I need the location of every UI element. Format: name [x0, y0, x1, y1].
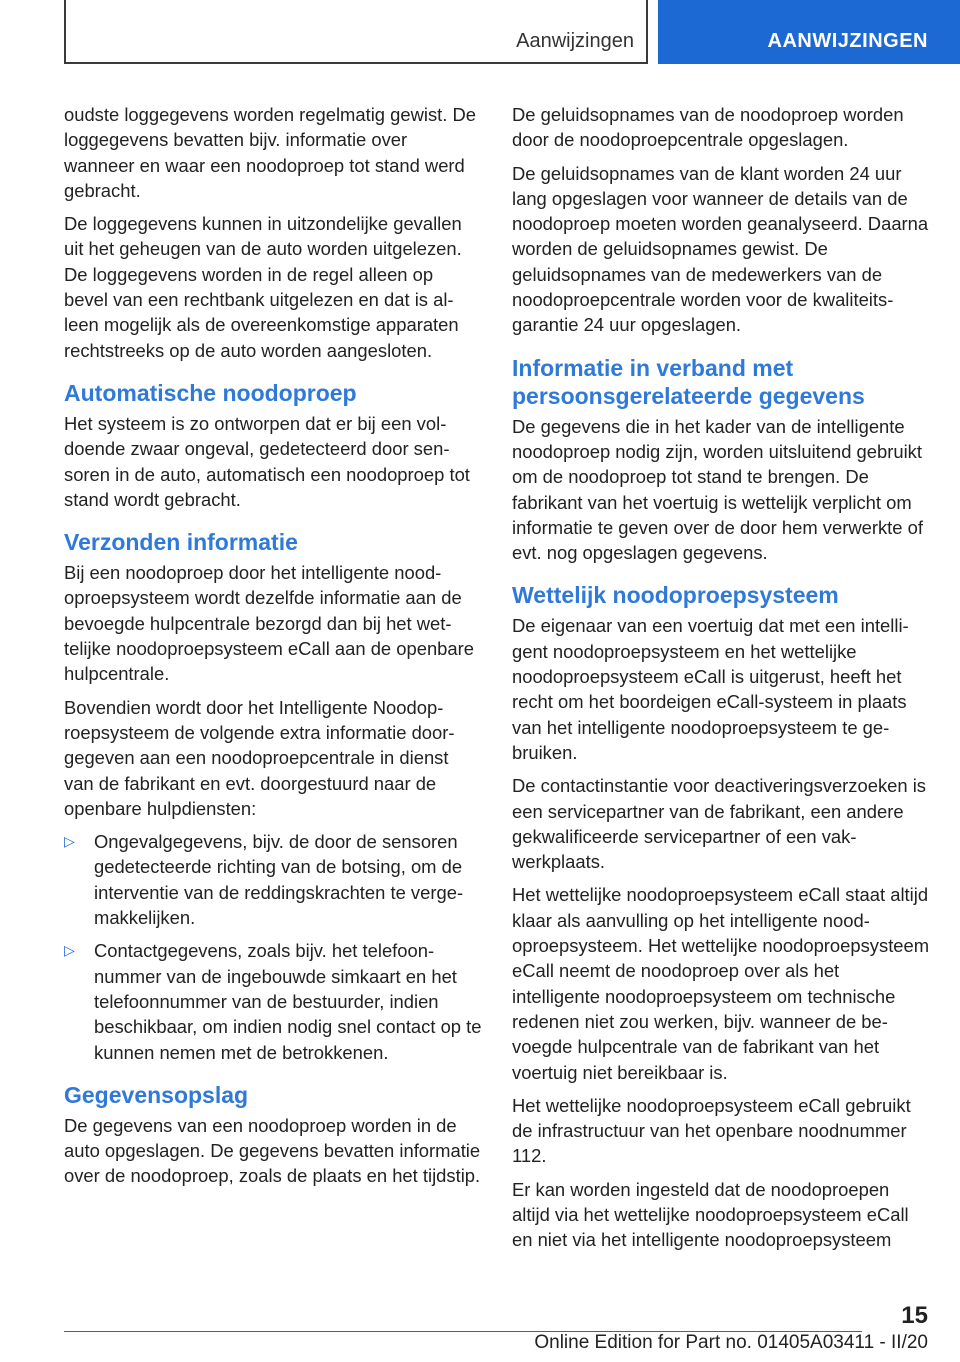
heading-gegevensopslag: Gegevensopslag [64, 1081, 249, 1108]
right-column [512, 102, 932, 1261]
heading-wettelijk-noodoproepsysteem: Wettelijk noodoproepsysteem [512, 582, 839, 609]
paragraph: De loggegevens kunnen in uitzondelijke gevallen uit het geheugen van de auto worden uitgelezen. De loggegevens worden in de regel alleen op bevel van een rechtbank uitgelezen en dat is alleen mogelijk als de overeenkomstige apparaten rechtstreeks op de auto worden aangesloten. [64, 213, 462, 361]
paragraph: oudste loggegevens worden regelmatig gewist. De loggegevens bevatten bijv. informatie over wanneer en waar een noodoproep tot stand werd gebracht. [64, 104, 476, 201]
list-item [64, 829, 482, 930]
header-chapter-label: AANWIJZINGEN [767, 30, 928, 52]
header-chapter-tab[interactable] [658, 0, 960, 64]
bullet-list [64, 829, 482, 1065]
triangle-right-icon: ▷ [64, 942, 75, 959]
paragraph: Het systeem is zo ontworpen dat er bij een voldoende zwaar ongeval, gedetecteerd door sensoren in de auto, automatisch een noodoproep tot stand wordt gebracht. [64, 412, 470, 510]
paragraph: De eigenaar van een voertuig dat met een intelligent noodoproepsysteem en het wettelijke noodoproepsysteem eCall is uitgerust, heeft het recht om het boordeigen eCall-systeem in plaats van het intelligente noodoproepsysteem te gebruiken. [512, 615, 909, 763]
list-item [64, 938, 482, 1064]
paragraph: De gegevens die in het kader van de intelligente noodoproep nodig zijn, worden uitsluitend gebruikt om de noodoproep tot stand te brengen. De fabrikant van het voertuig is wettelijk verplicht om informatie te geven over de door hem verwerkte of evt. nog opgeslagen gegevens. [512, 415, 923, 564]
paragraph: Het wettelijke noodoproepsysteem eCall gebruikt de infrastructuur van het openbare noodnummer 112. [512, 1094, 911, 1167]
heading-automatische-noodoproep: Automatische noodoproep [64, 379, 357, 406]
paragraph: Bovendien wordt door het Intelligente Noodoproepsysteem de volgende extra informatie doorgegeven aan een noodoproepcentrale in dienst van de fabrikant en evt. doorgestuurd naar de openbare hulpdiensten: [64, 696, 455, 819]
list-item-text: Contactgegevens, zoals bijv. het telefoonnummer van de ingebouwde simkaart en het telefoonnummer van de bestuurder, indien beschikbaar, om indien nodig snel contact op te kunnen nemen met de betrokkenen. [94, 940, 482, 1063]
footer-edition: Online Edition for Part no. 01405A03411 - II/20 [534, 1332, 928, 1353]
left-column [64, 102, 482, 1197]
paragraph: Het wettelijke noodoproepsysteem eCall staat altijd klaar als aanvulling op het intelligente noodoproepsysteem. Het wettelijke noodoproepsysteem eCall neemt de noodoproep over als het intelligente noodoproepsysteem om technische redenen niet zou werken, bijv. wanneer de bevoegde hulpcentrale van de fabrikant van het voertuig niet bereikbaar is. [512, 884, 930, 1083]
page-number: 15 [901, 1302, 928, 1329]
header-section-title: Aanwijzingen [516, 30, 634, 52]
heading-informatie-persoonsgegevens: Informatie in verband met persoonsgerelateerde gegevens [512, 354, 865, 409]
paragraph: Er kan worden ingesteld dat de noodoproepen altijd via het wettelijke noodoproepsysteem eCall en niet via het intelligente noodoproepsysteem [512, 1178, 909, 1251]
paragraph: De geluidsopnames van de klant worden 24 uur lang opgeslagen voor wanneer de details van de noodoproep moeten worden geanalyseerd. Daarna worden de geluidsopnames gewist. De geluidsopnames van de medewerkers van de noodoproepcentrale worden voor de kwaliteitsgarantie 24 uur opgeslagen. [512, 162, 929, 336]
triangle-right-icon: ▷ [64, 833, 75, 850]
paragraph: De geluidsopnames van de noodoproep worden door de noodoproepcentrale opgeslagen. [512, 104, 904, 151]
paragraph: Bij een noodoproep door het intelligente noodoproepsysteem wordt dezelfde informatie aan de bevoegde hulpcentrale bezorgd dan bij het wettelijke noodoproepsysteem eCall aan de openbare hulpcentrale. [64, 562, 474, 685]
paragraph: De gegevens van een noodoproep worden in de auto opgeslagen. De gegevens bevatten informatie over de noodoproep, zoals de plaats en het tijdstip. [64, 1114, 481, 1187]
header-section-box [64, 0, 648, 64]
heading-verzonden-informatie: Verzonden informatie [64, 529, 298, 556]
list-item-text: Ongevalgegevens, bijv. de door de sensoren gedetecteerde richting van de botsing, om de interventie van de reddingskrachten te vergemakkelijken. [94, 831, 464, 929]
paragraph: De contactinstantie voor deactiveringsverzoeken is een servicepartner van de fabrikant, een andere gekwalificeerde servicepartner of een vakwerkplaats. [512, 775, 927, 873]
